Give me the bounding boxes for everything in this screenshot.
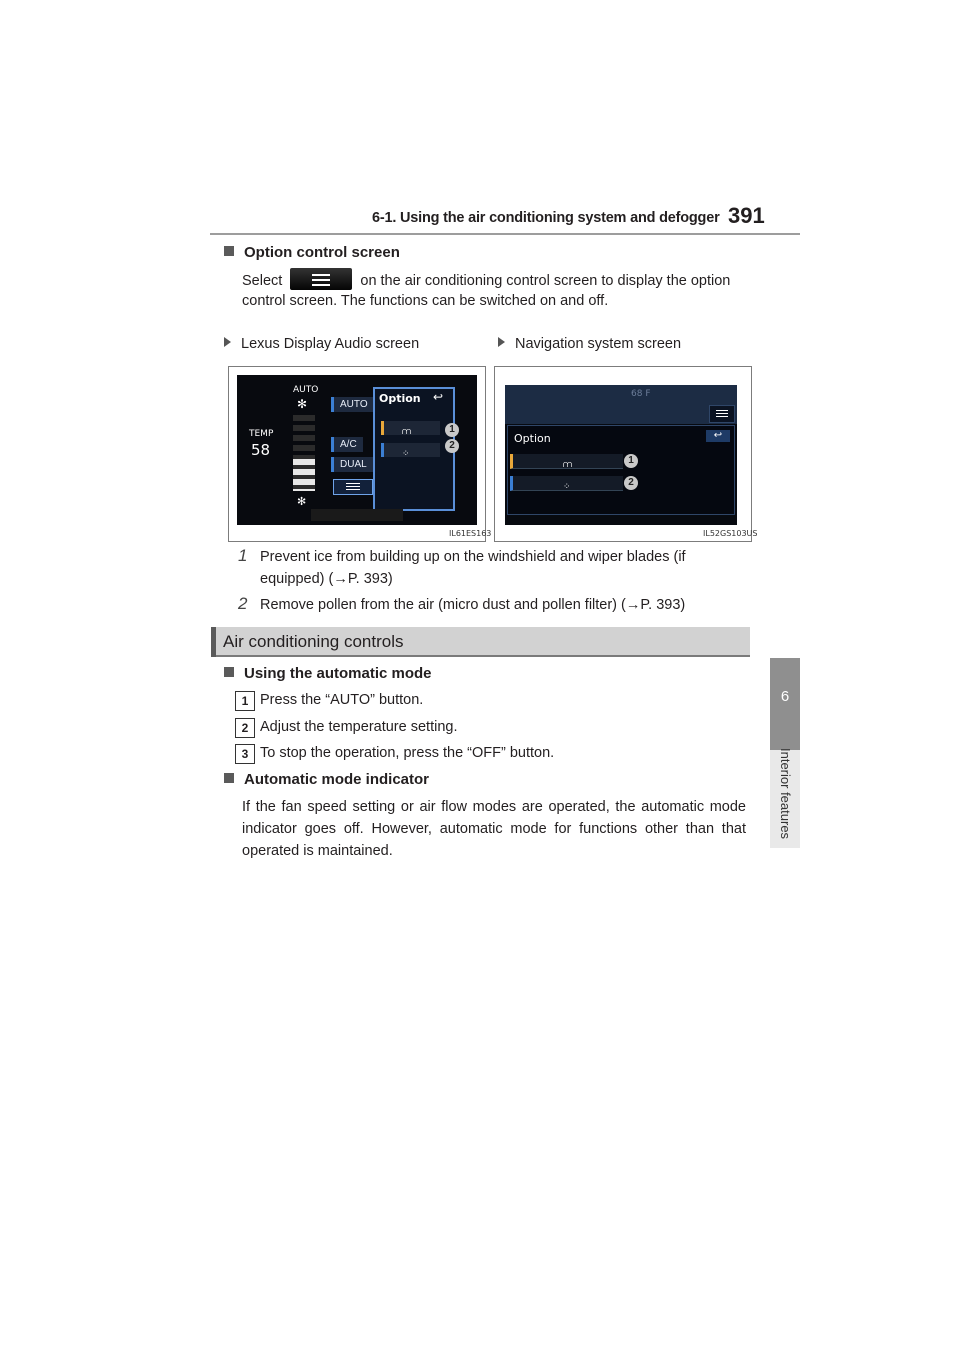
option-screen-heading: Option control screen — [224, 244, 400, 261]
step-3-badge: 3 — [235, 744, 255, 764]
note-1-number: 1 — [238, 546, 248, 565]
square-bullet-icon — [224, 773, 234, 783]
option-panel — [373, 387, 455, 511]
right-screen-label: Navigation system screen — [498, 333, 681, 355]
figure-code-right: IL52GS103US — [703, 529, 758, 538]
option-title: Option — [379, 392, 421, 405]
note-2-line1: Remove pollen from the air (micro dust and pollen filter) (→P. 393) — [260, 597, 686, 613]
nav-callout-2: 2 — [624, 476, 638, 490]
ac-button[interactable]: A/C — [331, 437, 363, 452]
option-intro-line2: control screen. The functions can be switched on and off. — [242, 293, 609, 309]
nav-option-panel — [507, 425, 735, 515]
triangle-bullet-icon — [224, 337, 231, 347]
fan-low-icon: ✻ — [297, 495, 307, 508]
menu-icon — [346, 483, 360, 484]
left-screen-display — [237, 375, 477, 525]
option-menu-icon — [290, 268, 352, 290]
nav-pollen-toggle[interactable] — [510, 476, 623, 491]
indicator-heading: Automatic mode indicator — [224, 771, 429, 788]
bottom-bar — [311, 509, 403, 521]
square-bullet-icon — [224, 667, 234, 677]
temp-readout: 68 F — [631, 389, 651, 399]
note-1-line2: equipped) (→P. 393) — [260, 571, 393, 587]
pollen-filter-toggle[interactable] — [381, 443, 440, 457]
wiper-deicer-icon: ⩋ — [402, 427, 412, 437]
chapter-number: 6 — [780, 688, 790, 705]
section-title: Air conditioning controls — [223, 632, 404, 651]
auto-mode-heading: Using the automatic mode — [224, 665, 432, 682]
nav-wiper-deicer-icon: ⩋ — [563, 460, 573, 470]
nav-pollen-filter-icon: ⁘ — [563, 482, 571, 492]
step-1 — [235, 691, 255, 711]
indicator-line-3: operated is maintained. — [242, 843, 393, 859]
nav-option-title: Option — [514, 432, 551, 445]
step-2 — [235, 718, 255, 738]
back-icon[interactable]: ↩ — [433, 390, 444, 404]
chapter-name-wrapper — [755, 748, 815, 848]
step-2-badge: 2 — [235, 718, 255, 738]
header-rule — [210, 233, 800, 235]
right-screen-display — [505, 385, 737, 525]
fan-icon: ✻ — [297, 397, 308, 411]
auto-button[interactable]: AUTO — [331, 397, 374, 412]
step-2-text: Adjust the temperature setting. — [260, 719, 458, 735]
temp-label: TEMP — [249, 429, 274, 439]
left-screen-label: Lexus Display Audio screen — [224, 333, 419, 355]
option-menu-button[interactable] — [333, 479, 373, 495]
menu-icon — [716, 410, 728, 411]
page-number: 391 — [728, 203, 765, 228]
note-2-number: 2 — [238, 594, 248, 613]
callout-2: 2 — [445, 439, 459, 453]
pollen-filter-icon: ⁘ — [402, 449, 410, 459]
navigation-system-figure — [494, 366, 758, 542]
step-3 — [235, 744, 255, 764]
step-3-text: To stop the operation, press the “OFF” button. — [260, 745, 555, 761]
chapter-name: Interior features — [778, 748, 793, 840]
triangle-bullet-icon — [498, 337, 505, 347]
nav-back-icon[interactable]: ↩ — [706, 430, 730, 442]
running-header-title: 6-1. Using the air conditioning system and defogger — [372, 210, 720, 226]
figure-code-left: IL61ES163 — [449, 529, 492, 538]
menu-button[interactable] — [709, 405, 735, 423]
nav-deicer-toggle[interactable] — [510, 454, 623, 469]
indicator-line-2: indicator goes off. However, automatic mode for functions other than that — [242, 821, 746, 837]
callout-1: 1 — [445, 423, 459, 437]
dual-button[interactable]: DUAL — [331, 457, 373, 472]
step-1-text: Press the “AUTO” button. — [260, 692, 424, 708]
fan-level-active-bars — [293, 459, 315, 491]
lexus-display-audio-figure — [228, 366, 492, 542]
nav-callout-1: 1 — [624, 454, 638, 468]
windshield-deicer-toggle[interactable] — [381, 421, 440, 435]
temp-value: 58 — [251, 441, 271, 459]
step-1-badge: 1 — [235, 691, 255, 711]
square-bullet-icon — [224, 246, 234, 256]
note-1-line1: Prevent ice from building up on the windshield and wiper blades (if — [260, 549, 686, 565]
option-intro-line1: Select on the air conditioning control screen to display the option — [242, 268, 746, 292]
indicator-line-1: If the fan speed setting or air flow modes are operated, the automatic mode — [242, 799, 746, 815]
section-bar-accent — [211, 627, 216, 657]
auto-indicator-label: AUTO — [293, 385, 319, 395]
